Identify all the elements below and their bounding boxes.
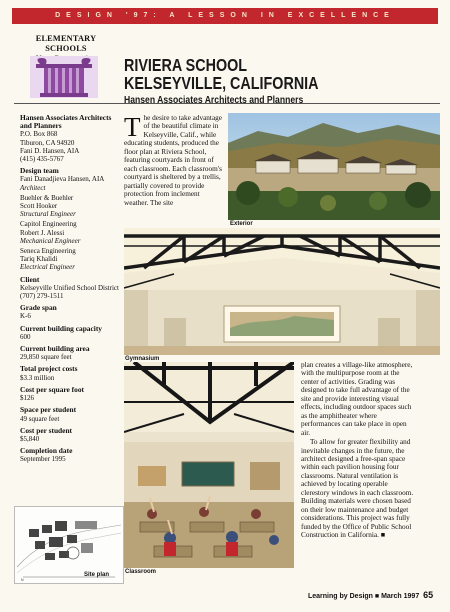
drop-cap: T xyxy=(124,112,141,142)
stat-value: $3.3 million xyxy=(20,373,55,382)
column-emblem-icon xyxy=(30,56,98,98)
firm-block xyxy=(20,114,120,163)
publication-line: Learning by Design ■ March 1997 xyxy=(308,593,420,600)
design-team-heading: Design team xyxy=(20,166,59,176)
stat-label: Cost per student xyxy=(20,425,73,435)
classroom-caption: Classroom xyxy=(125,569,157,575)
stat-capacity xyxy=(20,325,120,341)
stat-area xyxy=(20,345,120,361)
stat-label: Total project costs xyxy=(20,364,78,374)
team-role: Architect xyxy=(20,183,46,192)
stat-grade-span xyxy=(20,304,120,320)
school-name: RIVIERA SCHOOL xyxy=(124,55,248,75)
team-role: Electrical Engineer xyxy=(20,263,76,272)
classroom-photo xyxy=(124,362,294,568)
stat-value: September 1995 xyxy=(20,455,66,464)
stat-value: 600 xyxy=(20,332,31,341)
stat-value: 29,850 square feet xyxy=(20,353,72,362)
section-category: ELEMENTARY SCHOOLS xyxy=(35,34,97,53)
stat-space-per-student xyxy=(20,406,120,422)
stat-value: $126 xyxy=(20,394,34,403)
stat-value: $5,840 xyxy=(20,434,40,443)
body-text: he desire to take advantage of the beautiful climate in Kelseyville, Calif., while educating students, produced the floor plan at Riviera School, featuring courtyards in front of each classroom. Each classroom's courtyard is sheltered by a trellis, partially covered to provide protection from inclement weather. The site xyxy=(124,114,223,207)
article-body-col1 xyxy=(124,114,224,207)
team-member: Tariq Khalidi xyxy=(20,255,58,264)
school-location: KELSEYVILLE, CALIFORNIA xyxy=(124,73,319,93)
firm-line: (415) 435-5767 xyxy=(20,155,64,164)
team-member: Seneca Engineering xyxy=(20,247,76,256)
team-member: Scott Hooker xyxy=(20,202,58,211)
team-member: Fani Danadjieva Hansen, AIA xyxy=(20,175,105,184)
firm-line: P.O. Box 868 xyxy=(20,130,58,139)
stat-label: Current building area xyxy=(20,344,90,354)
project-facts-sidebar xyxy=(20,114,120,468)
stat-value: Kelseyville Unified School District xyxy=(20,283,119,292)
stat-label: Client xyxy=(20,274,40,284)
stat-completion xyxy=(20,447,120,463)
stat-client xyxy=(20,276,120,301)
team-member: Capitol Engineering xyxy=(20,220,77,229)
stat-value: K-6 xyxy=(20,312,31,321)
architect-subtitle: Hansen Associates Architects and Planners xyxy=(124,94,304,106)
body-paragraph xyxy=(301,438,415,539)
stat-value: 49 square feet xyxy=(20,414,60,423)
article-title xyxy=(124,56,319,107)
site-plan-caption: Site plan xyxy=(84,572,110,578)
end-mark: ■ xyxy=(380,531,386,540)
body-paragraph: plan creates a village-like atmosphere, with the multipurpose room at the center of activities. Grading was designed to take full advantage of the site and provide interesting visual effects, including outdoor spaces such as the amphitheater where performances can take place in open air. xyxy=(301,361,413,437)
svg-text:N: N xyxy=(21,578,24,582)
stat-total-cost xyxy=(20,365,120,381)
article-body-col2 xyxy=(301,361,415,540)
stat-label: Grade span xyxy=(20,303,57,313)
firm-line: Fani D. Hansen, AIA xyxy=(20,146,80,155)
gymnasium-caption: Gymnasium xyxy=(125,356,160,362)
stat-cost-per-student xyxy=(20,427,120,443)
stat-value: (707) 279-1511 xyxy=(20,292,64,301)
page-footer xyxy=(308,590,433,600)
team-member: Buehler & Buehler xyxy=(20,193,74,202)
design-team-block xyxy=(20,167,120,271)
firm-name: Hansen Associates Architects and Planners xyxy=(20,113,112,131)
page-number: 65 xyxy=(423,590,434,600)
banner: DESIGN '97: A LESSON IN EXCELLENCE xyxy=(12,8,438,24)
firm-line: Tiburon, CA 94920 xyxy=(20,138,75,147)
stat-label: Completion date xyxy=(20,446,73,456)
team-member: Robert J. Alessi xyxy=(20,228,65,237)
team-role: Structural Engineer xyxy=(20,210,76,219)
body-text: To allow for greater flexibility and inevitable changes in the future, the architect designed a free-span space within each pavilion housing four classrooms. Natural ventilation is achieved by locating operable clerestory windows in each classroom. Building materials were chosen based on their low maintenance and budget considerations. This project was fully funded by the Office of Public School Construction in California. xyxy=(301,438,414,540)
team-role: Mechanical Engineer xyxy=(20,236,81,245)
stat-label: Current building capacity xyxy=(20,323,102,333)
stat-label: Space per student xyxy=(20,405,77,415)
stat-label: Cost per square foot xyxy=(20,384,84,394)
exterior-photo xyxy=(228,113,440,220)
stat-cost-per-sqft xyxy=(20,386,120,402)
gymnasium-photo xyxy=(124,228,440,355)
exterior-caption: Exterior xyxy=(230,221,253,227)
